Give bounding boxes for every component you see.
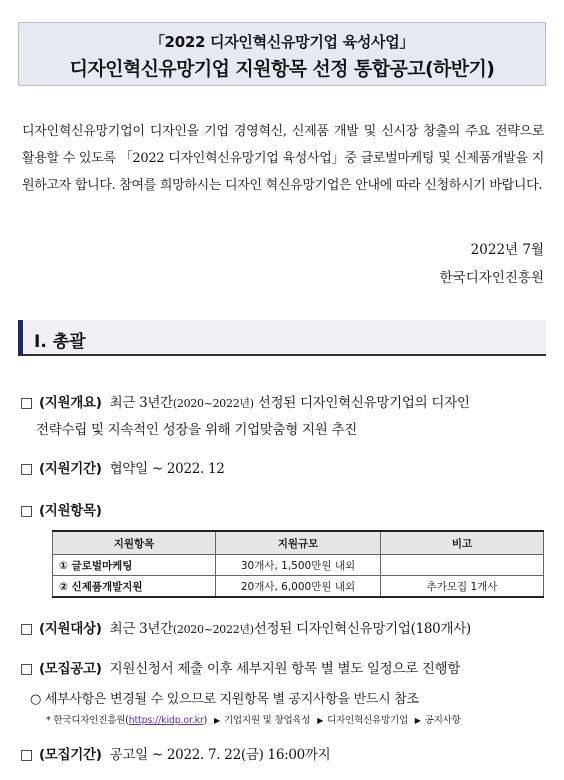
item-text: 공고일 ~ 2022. 7. 22(금) 16:00까지 [109, 747, 331, 763]
table-cell: 30개사, 1,500만원 내외 [216, 555, 381, 576]
title-box [18, 22, 546, 86]
footnote-prefix: * 한국디자인진흥원( [46, 715, 129, 726]
table-header-cell: 비고 [381, 531, 544, 555]
title-line-1: 「2022 디자인혁신유망기업 육성사업」 [149, 33, 415, 51]
checkbox-icon: □ [20, 503, 33, 519]
footnote-path: 디자인혁신유망기업 [327, 715, 408, 726]
triangle-right-icon: ▶ [214, 716, 220, 725]
item-label: (모집공고) [38, 661, 102, 677]
checkbox-icon: □ [20, 747, 33, 763]
item-text-small: (2020~2022년) [172, 397, 254, 410]
item-overview [20, 390, 550, 443]
table-cell: 20개사, 6,000만원 내외 [216, 576, 381, 598]
item-target [20, 616, 550, 643]
table-cell: ② 신제품개발지원 [53, 576, 216, 598]
item-text: 최근 3년간 [109, 621, 173, 637]
table-header-row [53, 531, 544, 555]
checkbox-icon: □ [20, 461, 33, 477]
table-row [53, 555, 544, 576]
section-title: Ⅰ. 총괄 [34, 332, 86, 352]
sub-bullet [30, 688, 419, 707]
item-text-small: (2020~2022년) [172, 623, 254, 636]
table-cell: 추가모집 1개사 [381, 576, 544, 598]
checkbox-icon: □ [20, 661, 33, 677]
checkbox-icon: □ [20, 621, 33, 637]
page-title: 디자인혁신유망기업 지원항목 선정 통합공고(하반기) [69, 58, 495, 80]
table-cell: ① 글로벌마케팅 [53, 555, 216, 576]
footnote-path: 기업지원 및 창업육성 [223, 715, 311, 726]
item-text: 지원신청서 제출 이후 세부지원 항목 별 별도 일정으로 진행함 [109, 661, 461, 677]
kidp-link[interactable]: https://kidp.or.kr [128, 715, 204, 726]
intro-paragraph: 디자인혁신유망기업이 디자인을 기업 경영혁신, 신제품 개발 및 신시장 창출의 주요 전략으로 활용할 수 있도록 「2022 디자인혁신유망기업 육성사업」중 글로벌마케팅 및 신제품개발을 지원하고자 합니다. 참여를 희망하시는 디자인 혁신유망기업은 안내에 따라 신청하시기 바랍니다. [22, 124, 544, 193]
circle-bullet-icon: ○ [30, 692, 42, 707]
table-header-cell: 지원항목 [53, 531, 216, 555]
item-label: (지원기간) [38, 461, 102, 477]
table-header-cell: 지원규모 [216, 531, 381, 555]
item-label: (지원개요) [38, 395, 102, 411]
footnote [46, 712, 461, 726]
item-text: 선정된 디자인혁신유망기업(180개사) [253, 621, 471, 637]
support-table [52, 530, 544, 598]
triangle-right-icon: ▶ [414, 716, 421, 725]
footnote-suffix: ) [203, 715, 208, 726]
organization-name: 한국디자인진흥원 [439, 270, 544, 286]
item-label: (모집기간) [38, 747, 102, 763]
item-text: 선정된 디자인혁신유망기업의 디자인 [253, 395, 470, 411]
table-cell [381, 555, 544, 576]
section-accent-bar [18, 320, 23, 356]
item-text-continued: 전략수립 및 지속적인 성장을 위해 기업맞춤형 지원 추진 [36, 422, 357, 438]
table-row [53, 576, 544, 598]
item-period [20, 456, 550, 482]
announcement-date: 2022년 7월 [470, 242, 544, 258]
item-text: 협약일 ~ 2022. 12 [109, 461, 225, 477]
section-header [18, 320, 546, 356]
triangle-right-icon: ▶ [317, 716, 324, 725]
sub-bullet-text: 세부사항은 변경될 수 있으므로 지원항목 별 공지사항을 반드시 참조 [44, 692, 419, 707]
footnote-path: 공지사항 [424, 715, 461, 726]
checkbox-icon: □ [20, 395, 33, 411]
item-notice [20, 656, 550, 682]
item-support-list [20, 498, 550, 524]
item-recruit-period [20, 742, 550, 768]
item-label: (지원대상) [38, 621, 102, 637]
item-label: (지원항목) [38, 503, 102, 519]
item-text: 최근 3년간 [109, 395, 173, 411]
